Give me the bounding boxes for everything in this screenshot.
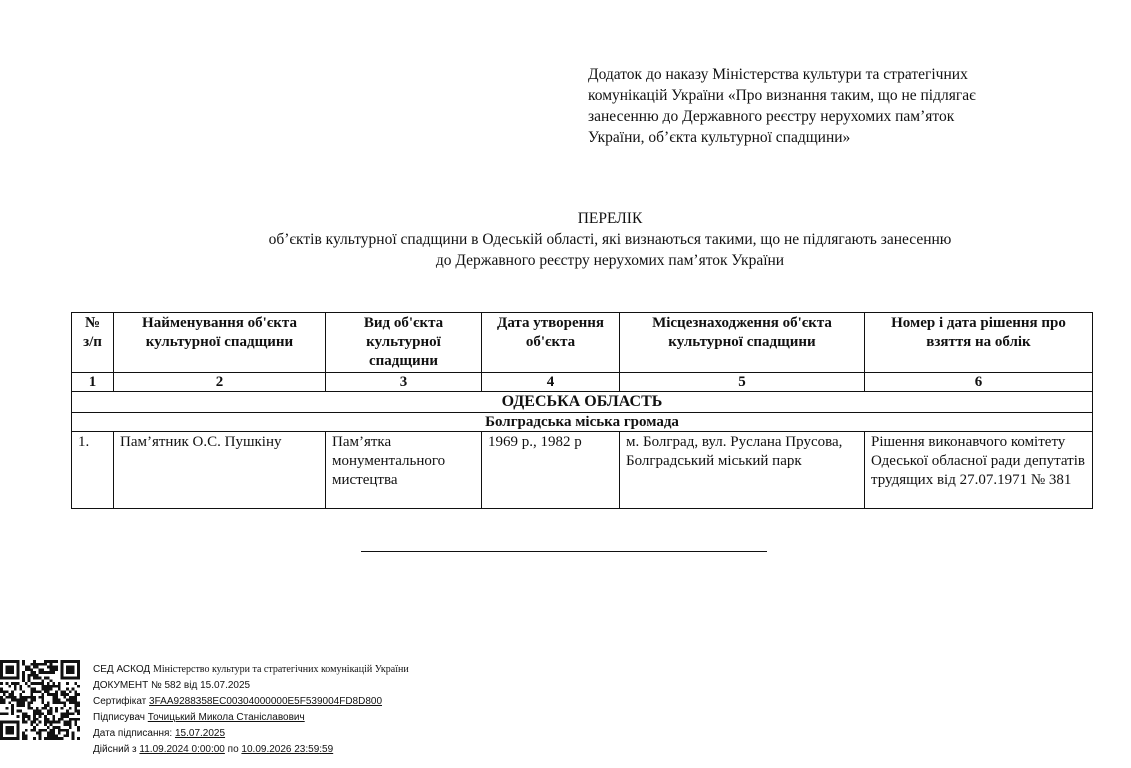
annex-line: занесенню до Державного реєстру нерухомих пам’яток (588, 108, 955, 125)
column-number: 3 (326, 373, 482, 392)
header-location: Місцезнаходження об'єкта культурної спадщини (620, 313, 865, 373)
header-date: Дата утворення об'єкта (482, 313, 620, 373)
header-name: Найменування об'єкта культурної спадщини (114, 313, 326, 373)
certificate-label: Сертифікат (93, 696, 147, 707)
column-number: 6 (865, 373, 1093, 392)
ministry-name: Міністерство культури та стратегічних комунікацій України (152, 664, 409, 675)
qr-code-icon (0, 660, 80, 740)
signer-line (93, 710, 409, 726)
column-number: 1 (72, 373, 114, 392)
cell-number: 1. (72, 432, 114, 509)
cell-name: Пам’ятник О.С. Пушкіну (114, 432, 326, 509)
valid-from-label: Дійсний з (93, 744, 137, 755)
cell-decision: Рішення виконавчого комітету Одеської обласної ради депутатів трудящих від 27.07.1971 № 381 (865, 432, 1093, 509)
cell-date: 1969 р., 1982 р (482, 432, 620, 509)
valid-to-label: по (227, 744, 239, 755)
heritage-table (71, 312, 1093, 509)
annex-reference (588, 64, 1088, 148)
community-label: Болградська міська громада (72, 413, 1093, 432)
document-heading (60, 208, 1131, 271)
annex-line: України, об’єкта культурної спадщини» (588, 129, 851, 146)
valid-from-value: 11.09.2024 0:00:00 (139, 744, 225, 755)
system-label: СЕД АСКОД (93, 664, 151, 675)
table-row (72, 432, 1093, 509)
signer-value: Точицький Микола Станіславович (147, 712, 305, 723)
certificate-value: 3FAA9288358EC00304000000E5F539004FD8D800 (149, 696, 383, 707)
signed-date-label: Дата підписання: (93, 728, 173, 739)
document-subtitle-line-1: об’єктів культурної спадщини в Одеській області, які визнаються такими, що не підлягають занесенню (268, 231, 952, 248)
header-number: № з/п (72, 313, 114, 373)
signed-date-line (93, 726, 409, 742)
e-signature-block (93, 662, 409, 758)
signer-label: Підписувач (93, 712, 145, 723)
cell-type: Пам’ятка монументального мистецтва (326, 432, 482, 509)
cell-location: м. Болград, вул. Руслана Прусова, Болградський міський парк (620, 432, 865, 509)
certificate-line (93, 694, 409, 710)
validity-line (93, 742, 409, 758)
region-row (72, 392, 1093, 413)
column-number: 4 (482, 373, 620, 392)
signature-system-line (93, 662, 409, 678)
column-number: 2 (114, 373, 326, 392)
header-decision: Номер і дата рішення про взяття на облік (865, 313, 1093, 373)
annex-line: Додаток до наказу Міністерства культури та стратегічних (588, 66, 968, 83)
end-divider (361, 551, 767, 552)
region-label: ОДЕСЬКА ОБЛАСТЬ (72, 392, 1093, 413)
header-type: Вид об'єкта культурної спадщини (326, 313, 482, 373)
table-header-row (72, 313, 1093, 373)
column-number: 5 (620, 373, 865, 392)
annex-line: комунікацій України «Про визнання таким, що не підлягає (588, 87, 976, 104)
column-number-row (72, 373, 1093, 392)
community-row (72, 413, 1093, 432)
valid-to-value: 10.09.2026 23:59:59 (241, 744, 334, 755)
document-subtitle-line-2: до Державного реєстру нерухомих пам’яток України (435, 252, 785, 269)
document-title: ПЕРЕЛІК (577, 210, 643, 227)
signed-date-value: 15.07.2025 (174, 728, 226, 739)
document-number: ДОКУМЕНТ № 582 від 15.07.2025 (93, 680, 251, 691)
